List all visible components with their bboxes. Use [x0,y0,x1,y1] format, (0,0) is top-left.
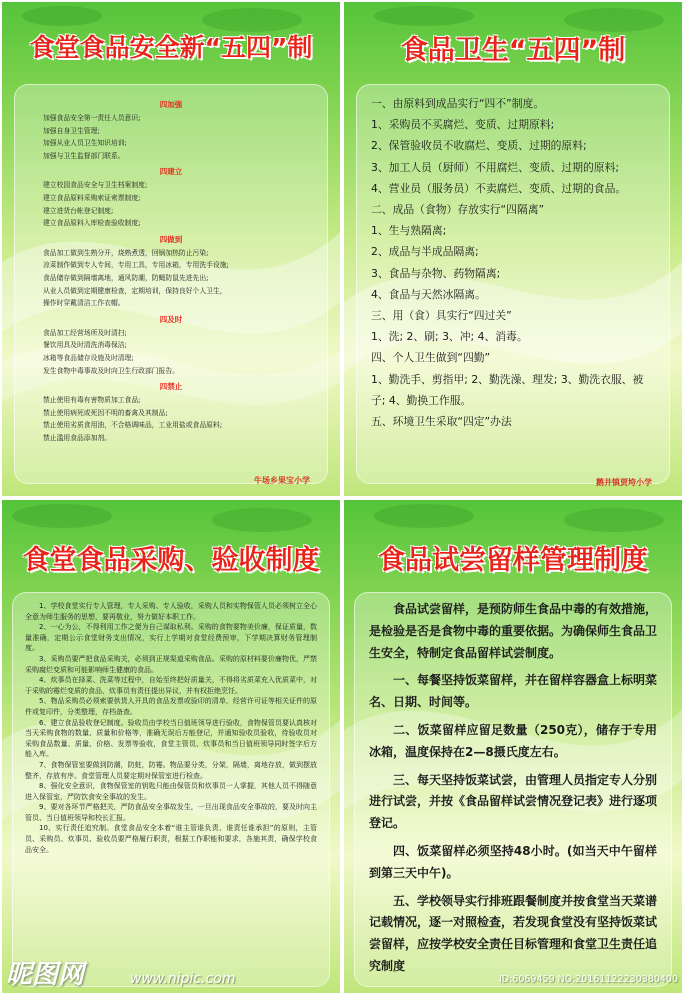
list-item: 食品储存做到隔墙离地，通风防潮，防蝇防鼠先进先出; [43,273,209,282]
section-heading: 四及时 [159,314,183,324]
rule-paragraph: 3、采购员要严把食品采购关，必须到正规渠道采购食品。采购的原材料要价廉物优，严禁采购腐烂变质和可能影响师生健康的食品。 [25,654,317,674]
poster-panel-1 [2,2,340,496]
list-item: 建立食品原料入库检查验收制度; [43,219,141,228]
list-item: 禁止使用病死或死因不明的畜禽及其制品; [43,408,168,417]
page-title: 食堂食品采购、验收制度 [22,545,320,576]
page-title: 食品试尝留样管理制度 [378,545,648,576]
rule-line: 4、食品与天然冰隔离。 [371,287,486,301]
rule-line: 1、生与熟隔离; [371,224,447,238]
rule-line: 2、保管验收员不收腐烂、变质、过期的原料; [371,139,587,153]
list-item: 禁止滥用食品添加剂。 [43,433,111,442]
rule-paragraph: 五、学校领导实行排班跟餐制度并按食堂当天菜谱记载情况，逐一对照检查，若发现食堂没有坚持饭菜试尝留样，应按学校安全责任目标管理和食堂卫生责任追究制度 [369,893,658,973]
list-item: 冰箱等食品储存设施及时清理; [43,353,134,362]
rule-paragraph: 2、一心为公，不得利用工作之便为自己谋取私利。采购的食物要物美价廉，保证质量，数量准确，定期公示食堂财务支出情况，实行上学期对食堂经费预审，下学期决算财务管理制度。 [25,623,317,653]
list-item: 加强食品安全第一责任人员意识; [43,114,141,122]
list-item: 食品加工做到生熟分开，烧熟煮透，回锅加热防止污染; [43,248,209,257]
watermark-logo: 昵图网 [6,960,85,990]
rule-paragraph: 9、要对各环节严格把关，严防食品安全事故发生，一旦出现食品安全事故的，要及时向主管员、当日值班领导和校长汇报。 [25,803,317,822]
section-jianli [29,166,313,229]
rule-paragraph: 二、饭菜留样应留足数量（250克），储存于专用冰箱，温度保持在2—8摄氏度左右。 [369,722,657,759]
section-jishi [29,314,313,377]
section-zuodao [29,234,313,310]
rule-line: 1、采购员不买腐烂、变质、过期原料; [371,118,555,132]
rules-box [12,592,330,987]
section-heading: 四建立 [159,167,183,177]
rule-paragraph: 8、强化安全意识，食物保管室的钥匙只能由保管员和炊事员一人掌握，其他人员不得随意进入保管室，严防饮食安全事故的发生。 [25,782,317,801]
rules-box [14,84,328,484]
page-title: 食品卫生“五四”制 [400,35,626,66]
poster-panel-2 [344,2,682,496]
rule-line: 1、洗; 2、刷; 3、冲; 4、消毒。 [371,330,528,344]
rule-paragraph: 5、物品采购员必须索要供货人开具的食品发票或验印的清单，经营许可证等相关证件的原件或复印件，分类整理，存档备查。 [25,697,317,716]
rule-paragraph: 四、饭菜留样必须坚持48小时。(如当天中午留样到第三天中午)。 [369,843,657,880]
page-title: 食堂食品安全新“五四”制 [29,33,313,62]
section-jiaqiang [29,99,313,162]
section-heading: 四做到 [159,234,183,244]
list-item: 加强从业人员卫生知识培训; [43,139,127,148]
list-item: 加强自身卫生管理; [43,126,100,135]
list-item: 食品加工经营场所及时清扫; [43,328,127,337]
rule-paragraph: 4、炊事员在择菜、洗菜等过程中，自始至终把好质量关，不得将劣质菜充入优质菜中，对于采购的霉烂变质的食品，炊事员有责任提出异议，并有权拒绝烹饪。 [25,676,317,695]
rule-line: 2、成品与半成品隔离; [371,245,479,259]
poster-panel-3 [2,500,340,993]
list-item: 操作时穿戴清洁工作衣帽。 [43,299,125,308]
rule-paragraph: 一、每餐坚持饭菜留样，并在留样容器盒上标明菜名、日期、时间等。 [369,673,658,710]
rule-line: 1、勤洗手、剪指甲; 2、勤洗澡、理发; 3、勤洗衣服、被子; 4、勤换工作服。 [371,372,644,407]
section-heading: 四加强 [159,100,183,109]
rule-line: 五、环境卫生采取“四定”办法 [371,415,512,429]
rule-paragraph: 1、学校食堂实行专人管理，专人采购、专人验收，采购人员和实物保管人员必须树立全心全意为师生服务的思想，要再敬业，努力做好本职工作。 [25,602,317,621]
list-item: 加强与卫生监督部门联系。 [43,151,125,160]
section-heading: 四禁止 [159,382,183,392]
list-item: 从业人员做到定期健康检查，定期培训，保持良好个人卫生， [43,286,227,295]
rule-line: 4、营业员（服务员）不卖腐烂、变质、过期的食品。 [371,181,627,195]
rules-box [354,592,672,987]
rule-line: 一、由原料到成品实行“四不”制度。 [371,97,545,110]
list-item: 建立进货台帐登记制度; [43,206,114,215]
list-item: 餐饮用具及时清洗消毒保洁; [43,341,127,350]
rule-paragraph: 三、每天坚持饭菜试尝，由管理人员指定专人分别进行试尝，并按《食品留样试尝情况登记表》进行逐项登记。 [369,772,658,831]
list-item: 禁止使用有毒有害物质加工食品; [43,396,141,405]
poster-panel-4 [344,500,682,993]
rule-line: 四、个人卫生做到“四勤” [371,351,491,365]
watermark-id: ID:6069459 NO:20161122230380400 [498,974,678,985]
rule-paragraph: 7、食物保管室要做到防潮，防蛀，防霉。物品要分类，分架，隔墙，离地存放，做到摆放整齐，存放有序。食堂管理人员要定期对保管室进行检查。 [25,760,317,780]
list-item: 建立食品原料采购索证索票制度; [43,193,141,202]
rules-box [356,84,670,484]
list-item: 发生食物中毒事故及时向卫生行政部门报告。 [43,366,179,375]
rule-line: 3、加工人员（厨师）不用腐烂、变质、过期的原料; [371,160,620,174]
school-name: 牛场乡果宝小学 [254,476,310,485]
list-item: 凉菜制作做到专人专间，专用工具，专用冰箱，专用洗手设施; [43,261,229,270]
rule-line: 二、成品（食物）存放实行“四隔离” [371,203,545,217]
rule-paragraph: 食品试尝留样，是预防师生食品中毒的有效措施，是检验是否是食物中毒的重要依据。为确保师生食品卫生安全，特制定食品留样试尝制度。 [369,602,658,660]
rule-paragraph: 6、建立食品验收登记制度。验收员由学校当日值班领导进行验收，食物保管员要认真核对当天采购食物的数量、质量和价格等，准确无误后方能登记，并通知验收员验收，待验收员对采购食品数量、质量、价格、发票等验收，食堂主管员、炊事员和当日值班领导同时签字后方能入库。 [25,718,317,759]
watermark-url: www.nipic.com [130,971,236,987]
section-jinzhi [29,381,313,444]
rule-line: 3、食品与杂物、药物隔离; [371,266,501,280]
rule-line: 三、用（食）具实行“四过关” [371,309,512,323]
rule-paragraph: 10、实行责任追究制。食堂食品安全本着“谁主管谁负责、谁责任谁承担”的原则，主管员、采购员、炊事员、验收员要严格履行职责，根据工作职能和要求，各施其责，确保学校食品安全。 [25,824,317,854]
list-item: 禁止使用劣质食用油，不合格调味品，工业用盐或食品原料; [43,421,223,430]
list-item: 建立校园食品安全与卫生档案制度; [43,181,148,190]
school-name: 鹅井镇贾垮小学 [596,478,652,487]
